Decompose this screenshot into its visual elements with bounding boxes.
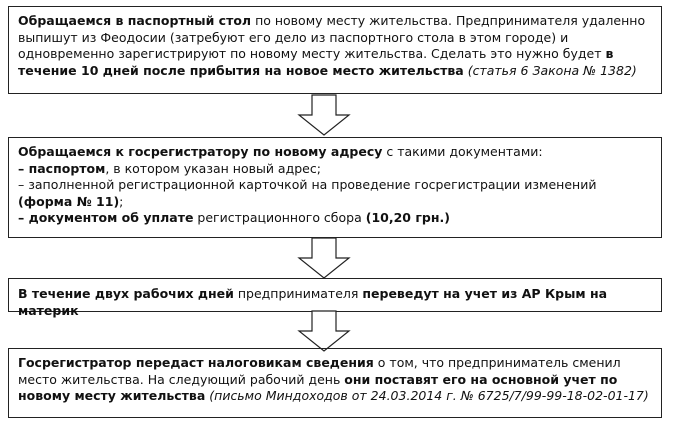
step-2-item-passport: – паспортом, в котором указан новый адрес;: [18, 160, 321, 176]
down-arrow-icon: [297, 237, 351, 279]
passport-label: паспортом: [28, 160, 106, 176]
step-4-letter-reference: (письмо Миндоходов от 24.03.2014 г. № 6725/7/99-99-18-02-01-17): [209, 388, 649, 403]
step-3-bold-lead: В течение двух рабочих дней: [18, 286, 234, 301]
step-3-transfer: переведут на учет из АР Крым на материк: [18, 286, 608, 318]
step-1-box: [8, 6, 662, 94]
step-2-item-payment: – документом об уплате регистрационного сбора (10,20 грн.): [18, 210, 450, 225]
step-2-heading-line: Обращаемся к госрегистратору по новому адресу с такими документами:: [18, 144, 543, 159]
step-1-deadline: в течение 10 дней после прибытия на новое место жительства: [18, 46, 614, 78]
down-arrow-icon: [297, 310, 351, 352]
step-2-box: [8, 137, 662, 238]
step-3-box: В течение двух рабочих дней предпринимателя переведут на учет из АР Крым на материк: [8, 278, 662, 312]
step-1-text: по новому месту жительства. Предпринимателя удаленно выпишут из Феодосии (затребуют его дело из паспортного стола в этом городе) и одновременно зарегистрируют по новому месту жительства. Сделать это нужно будет: [18, 13, 646, 61]
step-1-law-reference: (статья 6 Закона № 1382): [467, 62, 637, 78]
step-2-item-card: – заполненной регистрационной карточкой на проведение госрегистрации изменений: [18, 177, 597, 192]
step-2-bold-lead: Обращаемся к госрегистратору по новому адресу: [18, 144, 383, 159]
step-1-bold-lead: Обращаемся в паспортный стол: [18, 13, 252, 28]
fee-amount: (10,20 грн.): [365, 210, 450, 225]
form-number: (форма № 11): [18, 193, 120, 209]
step-4-box: Госрегистратор передаст налоговикам сведения о том, что предприниматель сменил место жительства. На следующий рабочий день они поставят его на основной учет по новому месту жительства (письмо Миндоходов от 24.03.2014 г. № 6725/7/99-99-18-02-01-17): [8, 348, 662, 418]
step-4-bold-lead: Госрегистратор передаст налоговикам сведения: [18, 355, 374, 370]
down-arrow-icon: [297, 94, 351, 136]
payment-doc-label: документом об уплате: [28, 210, 194, 225]
step-4-registration: они поставят его на основной учет по новому месту жительства: [18, 371, 618, 403]
step-2-item-form: (форма № 11);: [18, 193, 124, 209]
